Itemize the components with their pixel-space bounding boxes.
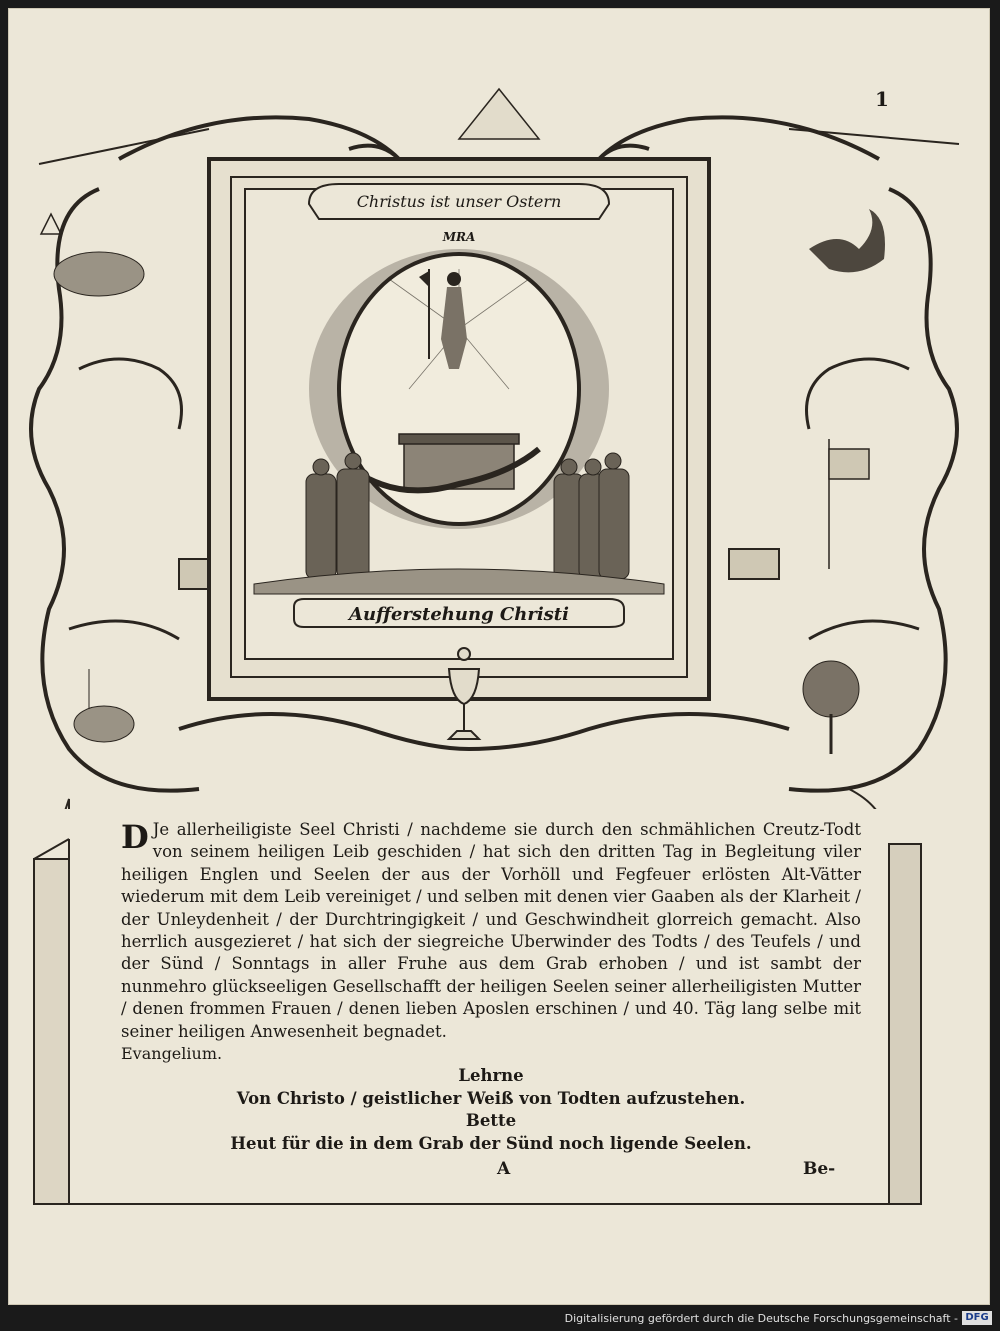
lehrne-line: Von Christo / geistlicher Weiß von Todten aufzustehen. — [236, 1088, 746, 1108]
signature-mark: A — [497, 1159, 511, 1179]
baroque-frame-engraving — [9, 9, 989, 809]
tree-icon — [803, 661, 859, 754]
holy-women-right — [554, 453, 629, 579]
laurel-left — [39, 129, 209, 164]
tomb — [399, 434, 519, 489]
bottom-banner-text: Aufferstehung Christi — [349, 604, 569, 625]
monogram: MRA — [442, 230, 476, 244]
lehrne-heading: Lehrne — [458, 1066, 524, 1086]
main-text-block — [121, 819, 861, 1155]
catchword: Be- — [803, 1159, 836, 1179]
bette-line: Heut für die in dem Grab der Sünd noch ligende Seelen. — [230, 1133, 752, 1153]
bottom-acanthus — [179, 714, 789, 749]
engraving-illustration — [9, 9, 989, 809]
glory-triangle — [459, 89, 539, 139]
cloud-icon — [54, 252, 144, 296]
body-paragraph: DJe allerheiligiste Seel Christi / nachdeme sie durch den schmählichen Creutz-Todt von seinem heiligen Leib geschiden / hat sich den dritten Tag in Begleitung viler heiligen Englen und Seelen der aus der Vorhöll und Fegfeuer erlösten Alt-Vätter wiederum mit dem Leib vereiniget / und selben mit denen vier Gaaben als der Klarheit / der Unleydenheit / der Durchtringigkeit / und Geschwindheit glorreich gemacht. Also herrlich ausgezieret / hat sich der siegreiche Uberwinder des Todts / des Teufels / und der Sünd / Sonntags in aller Fruhe aus dem Grab erhoben / und ist sambt der nunmehro glückseeligen Gesellschafft der heiligen Seelen seiner allerheiligisten Mutter / denen frommen Frauen / denen lieben Aposlen erschinen / und 40. Täg lang selbe mit seiner heiligen Anwesenheit begnadet. — [121, 818, 861, 1041]
page-number: 1 — [875, 87, 889, 111]
dove-icon — [809, 209, 885, 272]
footer-bar — [0, 1307, 1000, 1331]
footer-credit: Digitalisierung gefördert durch die Deutsche Forschungsgemeinschaft - — [564, 1312, 958, 1325]
dfg-logo: DFG — [962, 1311, 992, 1325]
book-page — [8, 8, 990, 1305]
bette-heading: Bette — [465, 1111, 517, 1131]
lamb-icon — [74, 669, 134, 742]
eye-triangle-icon — [41, 214, 61, 234]
laurel-right — [789, 129, 959, 144]
evangelium-label: Evangelium. — [121, 1044, 223, 1064]
flag-emblem-icon — [829, 439, 869, 569]
top-banner-text: Christus ist unser Ostern — [356, 192, 562, 211]
top-acanthus-right — [599, 117, 879, 159]
